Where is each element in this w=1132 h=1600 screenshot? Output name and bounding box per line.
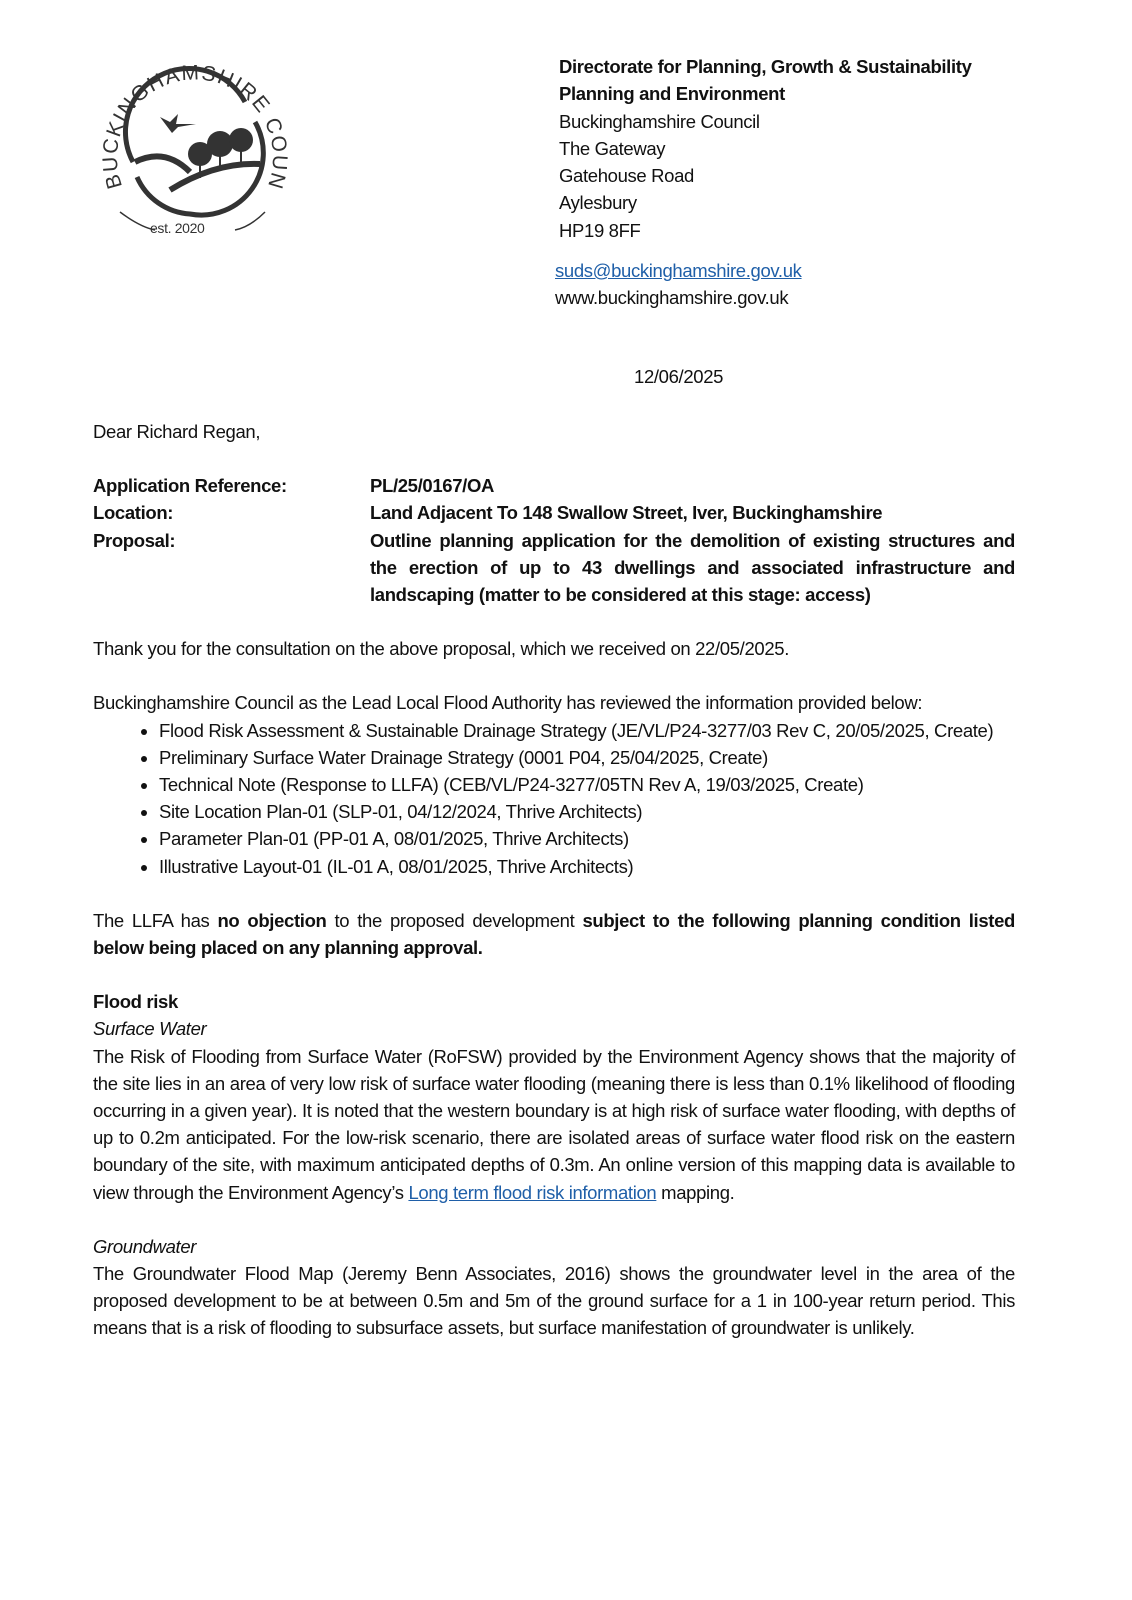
list-item: • Technical Note (Response to LLFA) (CEB/VL/P24-3277/05TN Rev A, 19/03/2025, Create) [159, 771, 1015, 798]
address-line: Aylesbury [559, 192, 637, 214]
sender-address [559, 53, 972, 244]
flood-risk-info-link[interactable]: Long term flood risk information [408, 1181, 657, 1203]
website: www.buckinghamshire.gov.uk [555, 287, 789, 308]
email-link[interactable]: suds@buckinghamshire.gov.uk [555, 260, 802, 281]
list-item: • Illustrative Layout-01 (IL-01 A, 08/01/2025, Thrive Architects) [159, 853, 1015, 880]
directorate: Directorate for Planning, Growth & Sustainability [559, 56, 972, 77]
buckinghamshire-council-logo-icon [95, 42, 295, 247]
letter-body [93, 418, 1015, 1342]
salutation: Dear Richard Regan, [93, 421, 261, 442]
flood-risk-heading: Flood risk [93, 991, 178, 1013]
list-item: • Preliminary Surface Water Drainage Strategy (0001 P04, 25/04/2025, Create) [159, 744, 1015, 771]
surface-water-text-end: mapping. [656, 1181, 735, 1203]
letter-date: 12/06/2025 [634, 366, 724, 387]
address-line: HP19 8FF [559, 219, 641, 241]
svg-text:BUCKINGHAMSHIRE COUNCIL: BUCKINGHAMSHIRE COUN [98, 61, 292, 193]
surface-water-paragraph [93, 1043, 1015, 1206]
condition-text: subject to the following planning condition listed below being placed on any planning approval. [93, 909, 1015, 959]
location-value: Land Adjacent To 148 Swallow Street, Iver, Buckinghamshire [370, 502, 883, 524]
conclusion-text: to the proposed development [326, 909, 583, 931]
surface-water-heading: Surface Water [93, 1018, 207, 1040]
council-logo [95, 42, 295, 247]
application-details [93, 472, 1015, 608]
list-item: • Parameter Plan-01 (PP-01 A, 08/01/2025, Thrive Architects) [159, 825, 1015, 852]
groundwater-heading: Groundwater [93, 1235, 197, 1257]
proposal-label: Proposal: [93, 529, 176, 551]
address-line: The Gateway [559, 137, 666, 159]
ref-value: PL/25/0167/OA [370, 475, 494, 497]
list-item: • Flood Risk Assessment & Sustainable Drainage Strategy (JE/VL/P24-3277/03 Rev C, 20/05/2025, Create) [159, 717, 1015, 744]
no-objection: no objection [217, 909, 327, 931]
groundwater-paragraph: The Groundwater Flood Map (Jeremy Benn Associates, 2016) shows the groundwater level in the area of the proposed development to be at between 0.5m and 5m of the ground surface for a 1 in 100-year return period. This means that is a risk of flooding to subsurface assets, but surface manifestation of groundwater is unlikely. [93, 1263, 1015, 1339]
reviewed-intro: Buckinghamshire Council as the Lead Local Flood Authority has reviewed the information provided below: [93, 692, 923, 714]
address-line: Gatehouse Road [559, 165, 694, 187]
conclusion [93, 907, 1015, 961]
proposal-value: Outline planning application for the demolition of existing structures and the erection of up to 43 dwellings and associated infrastructure and landscaping (matter to be considered at this stage: access) [370, 529, 1015, 606]
contact-details [555, 257, 802, 311]
department: Planning and Environment [559, 83, 785, 105]
ref-label: Application Reference: [93, 475, 287, 497]
list-item: • Site Location Plan-01 (SLP-01, 04/12/2024, Thrive Architects) [159, 798, 1015, 825]
logo-established: est. 2020 [150, 220, 205, 236]
document-list [93, 717, 1015, 880]
thanks-paragraph: Thank you for the consultation on the above proposal, which we received on 22/05/2025. [93, 638, 789, 660]
conclusion-text: The LLFA has [93, 909, 218, 931]
location-label: Location: [93, 502, 174, 524]
address-line: Buckinghamshire Council [559, 110, 760, 132]
surface-water-text: The Risk of Flooding from Surface Water (RoFSW) provided by the Environment Agency shows that the majority of the site lies in an area of very low risk of surface water flooding (meaning there is less than 0.1% likelihood of flooding occurring in a given year). It is noted that the western boundary is at high risk of surface water flooding, with depths of up to 0.2m anticipated. For the low-risk scenario, there are isolated areas of surface water flood risk on the eastern boundary of the site, with maximum anticipated depths of 0.3m. An online version of this mapping data is available to view through the Environment Agency’s [93, 1045, 1015, 1203]
